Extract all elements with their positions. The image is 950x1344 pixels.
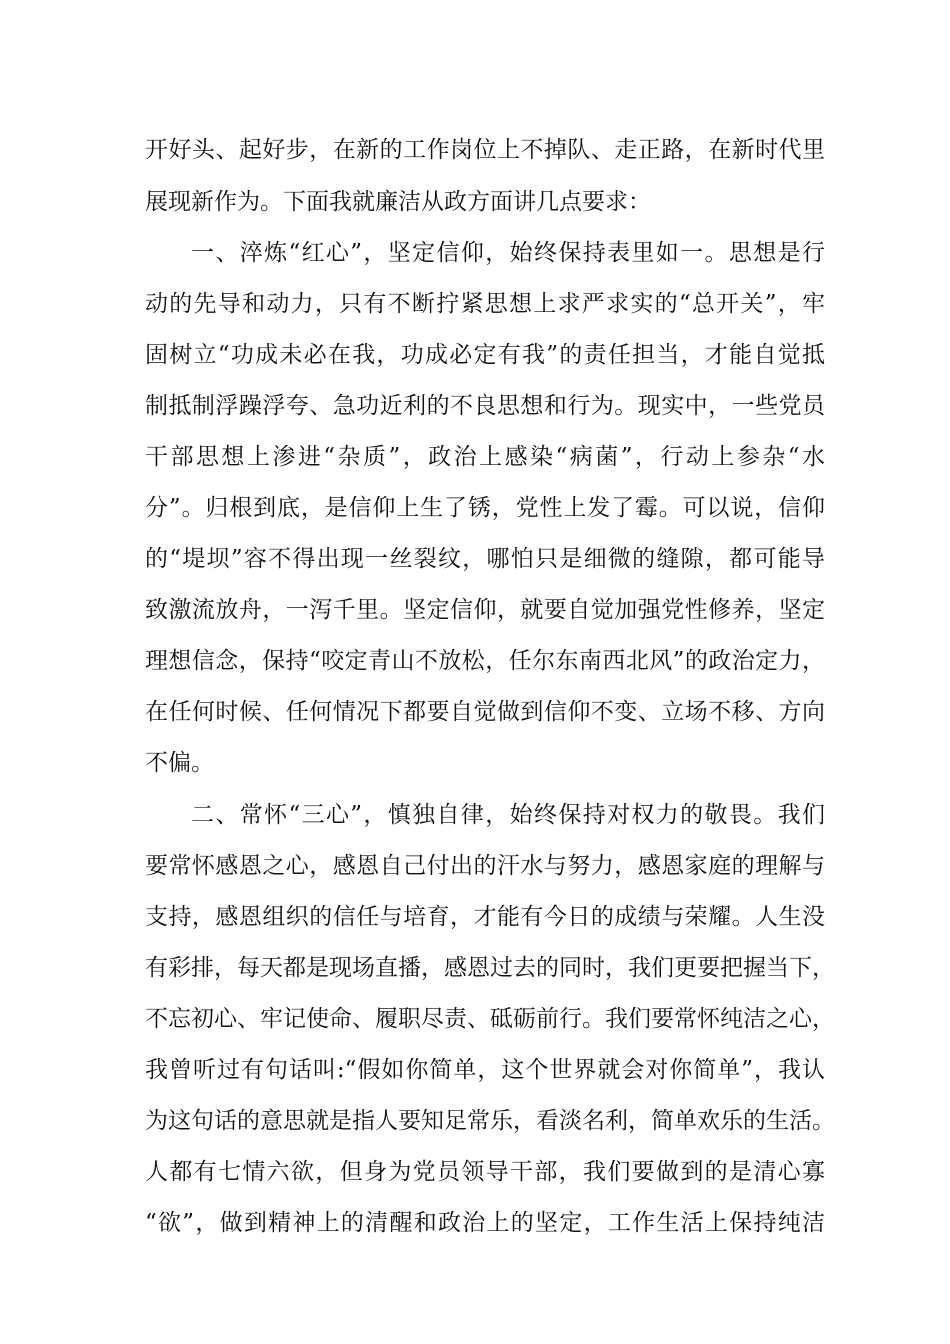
text-line: 支持，感恩组织的信任与培育，才能有今日的成绩与荣耀。人生没 [145,904,825,930]
text-line: 有彩排，每天都是现场直播，感恩过去的同时，我们更要把握当下， [145,955,835,981]
text-line: 的“堤坝”容不得出现一丝裂纹，哪怕只是细微的缝隙，都可能导 [145,546,825,572]
text-line: 动的先导和动力，只有不断拧紧思想上求严求实的“总开关”，牢 [145,291,825,317]
text-line: 固树立“功成未必在我，功成必定有我”的责任担当，才能自觉抵 [145,342,825,368]
text-line: 理想信念，保持“咬定青山不放松，任尔东南西北风”的政治定力， [145,648,825,674]
text-line: 制抵制浮躁浮夸、急功近利的不良思想和行为。现实中，一些党员 [145,393,825,419]
text-line: 不偏。 [145,750,214,776]
paragraph-two-heading-line: 二、常怀“三心”，慎独自律，始终保持对权力的敬畏。我们 [191,802,825,828]
text-line: 我曾听过有句话叫:“假如你简单，这个世界就会对你简单”，我认 [145,1057,825,1083]
paragraph-one-heading-line: 一、淬炼“红心”，坚定信仰，始终保持表里如一。思想是行 [191,240,825,266]
text-line: 致激流放舟，一泻千里。坚定信仰，就要自觉加强党性修养，坚定 [145,597,825,623]
text-line: 分”。归根到底，是信仰上生了锈，党性上发了霉。可以说，信仰 [145,495,825,521]
text-line: 不忘初心、牢记使命、履职尽责、砥砺前行。我们要常怀纯洁之心， [145,1006,835,1032]
text-line: 开好头、起好步，在新的工作岗位上不掉队、走正路，在新时代里 [145,137,825,163]
text-line: 要常怀感恩之心，感恩自己付出的汗水与努力，感恩家庭的理解与 [145,853,825,879]
text-line: “欲”，做到精神上的清醒和政治上的坚定，工作生活上保持纯洁 [145,1210,825,1236]
text-line: 干部思想上渗进“杂质”，政治上感染“病菌”，行动上参杂“水 [145,444,825,470]
text-line: 人都有七情六欲，但身为党员领导干部，我们要做到的是清心寡 [145,1159,825,1185]
text-line: 展现新作为。下面我就廉洁从政方面讲几点要求： [145,189,651,215]
text-line: 为这句话的意思就是指人要知足常乐，看淡名利，简单欢乐的生活。 [145,1108,835,1134]
text-line: 在任何时候、任何情况下都要自觉做到信仰不变、立场不移、方向 [145,699,825,725]
